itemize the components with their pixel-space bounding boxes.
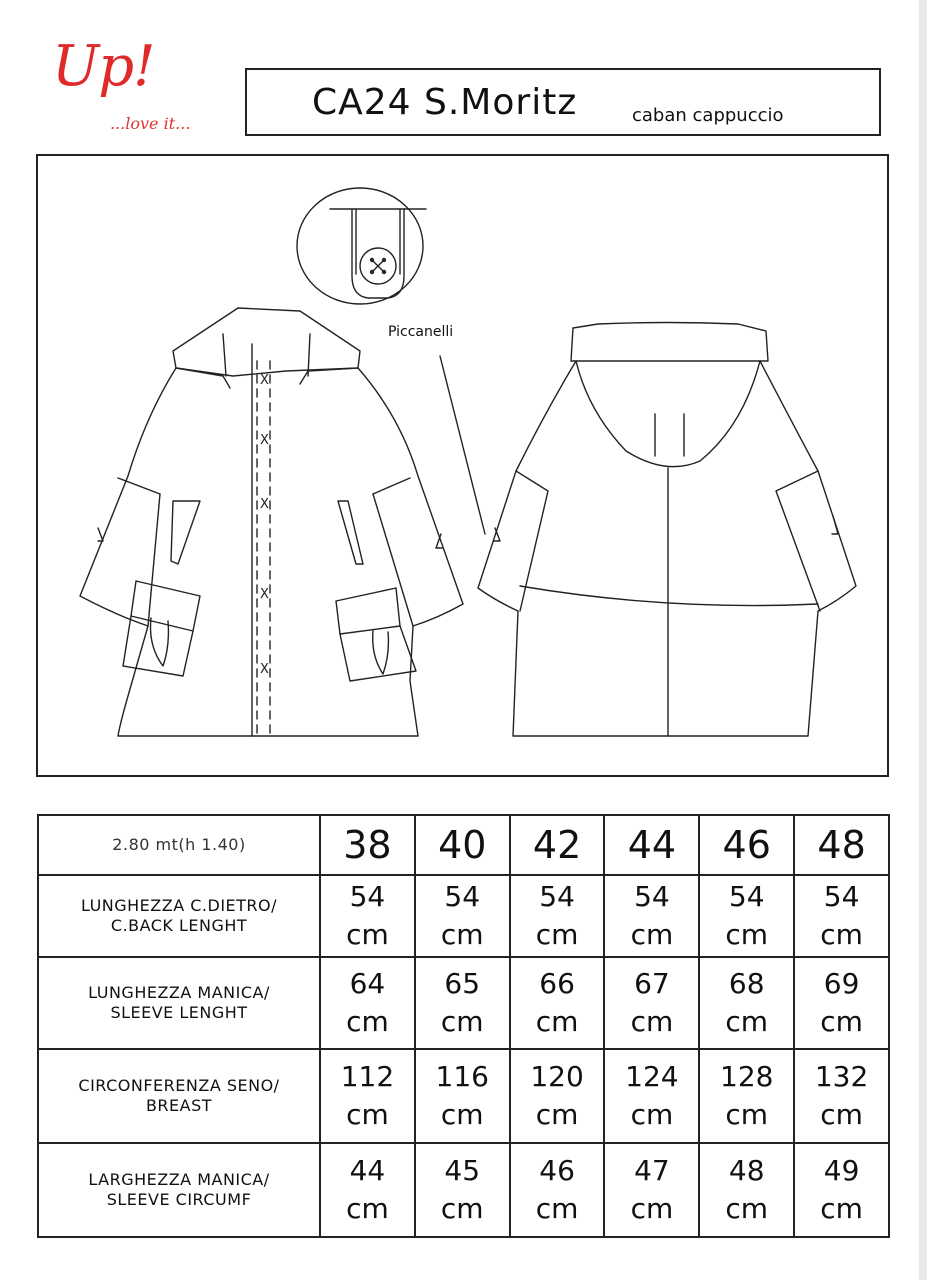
measure-unit: cm [725, 1005, 769, 1038]
measure-unit: cm [440, 1098, 484, 1131]
logo-sub-text: ...love it... [110, 114, 191, 133]
measure-cell [794, 1049, 889, 1143]
measure-unit: cm [630, 918, 674, 951]
coat-sketch [38, 156, 891, 779]
measure-cell [794, 875, 889, 957]
coat-front [80, 308, 463, 736]
measure-value: 49 [823, 1154, 860, 1187]
measure-cell [604, 957, 699, 1049]
measure-cell [320, 875, 415, 957]
row-label-line: SLEEVE LENGHT [110, 1003, 248, 1022]
measure-cell [320, 1049, 415, 1143]
measure-value: 112 [340, 1060, 395, 1093]
size-chart [37, 814, 890, 1238]
measure-cell [699, 875, 794, 957]
measure-value: 116 [435, 1060, 489, 1093]
size-38: 38 [320, 815, 415, 875]
size-46: 46 [699, 815, 794, 875]
hardware-note: Piccanelli [388, 324, 454, 340]
measure-cell [699, 1049, 794, 1143]
measure-value: 64 [349, 967, 386, 1000]
measure-unit: cm [440, 1192, 484, 1225]
measure-value: 69 [823, 967, 860, 1000]
measure-unit: cm [725, 1192, 769, 1225]
measure-cell [604, 1049, 699, 1143]
measure-cell [699, 957, 794, 1049]
measure-value: 65 [444, 967, 481, 1000]
stitch-mark: X [260, 662, 269, 677]
logo-main-text: Up! [52, 34, 155, 99]
measure-value: 66 [539, 967, 575, 1000]
measure-value: 124 [625, 1060, 679, 1093]
technical-drawing [36, 154, 889, 777]
measure-cell [415, 875, 510, 957]
measure-value: 54 [728, 880, 765, 913]
measure-unit: cm [346, 1005, 389, 1038]
measure-value: 48 [728, 1154, 765, 1187]
measure-cell [604, 875, 699, 957]
row-label-line: C.BACK LENGHT [110, 916, 248, 935]
row-label-line: LUNGHEZZA MANICA/ [88, 983, 270, 1002]
row-label-line: BREAST [145, 1096, 213, 1115]
size-42: 42 [510, 815, 605, 875]
measure-unit: cm [820, 1192, 863, 1225]
page-edge [919, 0, 927, 1280]
measure-unit: cm [440, 1005, 484, 1038]
measure-unit: cm [440, 918, 484, 951]
measure-cell [510, 1143, 605, 1237]
measure-value: 54 [823, 880, 860, 913]
measure-value: 120 [530, 1060, 584, 1093]
measure-cell [794, 1143, 889, 1237]
size-40: 40 [415, 815, 510, 875]
measure-value: 54 [634, 880, 670, 913]
measure-cell [510, 875, 605, 957]
table-row [38, 1143, 889, 1237]
measure-value: 132 [814, 1060, 869, 1093]
fabric-requirement: 2.80 mt(h 1.40) [38, 815, 320, 875]
measure-cell [604, 1143, 699, 1237]
measure-value: 44 [349, 1154, 386, 1187]
row-label-line: LARGHEZZA MANICA/ [88, 1170, 270, 1189]
measure-cell [415, 1143, 510, 1237]
size-header-row [38, 815, 889, 875]
measure-unit: cm [630, 1192, 674, 1225]
button-detail [297, 188, 426, 304]
measure-cell [415, 1049, 510, 1143]
table-row [38, 957, 889, 1049]
row-label [38, 1143, 320, 1237]
row-label [38, 957, 320, 1049]
measure-unit: cm [346, 1098, 389, 1131]
stitch-mark: X [260, 497, 269, 512]
measure-unit: cm [820, 1005, 863, 1038]
measure-cell [510, 1049, 605, 1143]
measure-unit: cm [535, 1192, 579, 1225]
row-label-line: SLEEVE CIRCUMF [106, 1190, 252, 1209]
measure-value: 68 [728, 967, 765, 1000]
brand-logo [48, 34, 218, 144]
measure-unit: cm [820, 1098, 863, 1131]
measure-value: 128 [720, 1060, 774, 1093]
measure-unit: cm [535, 1005, 579, 1038]
product-subtitle: caban cappuccio [632, 105, 784, 126]
measure-value: 46 [539, 1154, 575, 1187]
row-label-line: CIRCONFERENZA SENO/ [78, 1076, 280, 1095]
measure-value: 47 [634, 1154, 670, 1187]
measure-unit: cm [630, 1005, 674, 1038]
measure-cell [320, 957, 415, 1049]
table-row [38, 1049, 889, 1143]
product-title: CA24 S.Moritz [312, 82, 578, 123]
leader-line [440, 356, 485, 534]
table-row [38, 875, 889, 957]
measure-unit: cm [346, 918, 389, 951]
row-label-line: LUNGHEZZA C.DIETRO/ [80, 896, 278, 915]
measure-cell [320, 1143, 415, 1237]
size-44: 44 [604, 815, 699, 875]
measure-cell [510, 957, 605, 1049]
measure-unit: cm [346, 1192, 389, 1225]
measure-unit: cm [535, 1098, 579, 1131]
measure-value: 54 [539, 880, 575, 913]
stitch-mark: X [260, 433, 269, 448]
measure-value: 67 [634, 967, 670, 1000]
measure-value: 54 [349, 880, 386, 913]
measure-unit: cm [535, 918, 579, 951]
coat-back [478, 323, 856, 737]
measure-unit: cm [725, 1098, 769, 1131]
title-box [245, 68, 881, 136]
measure-cell [699, 1143, 794, 1237]
measure-unit: cm [630, 1098, 674, 1131]
row-label [38, 1049, 320, 1143]
measure-unit: cm [820, 918, 863, 951]
row-label [38, 875, 320, 957]
size-48: 48 [794, 815, 889, 875]
measure-value: 54 [444, 880, 481, 913]
measure-cell [415, 957, 510, 1049]
measure-unit: cm [725, 918, 769, 951]
measure-cell [794, 957, 889, 1049]
stitch-mark: X [260, 587, 269, 602]
measure-value: 45 [444, 1154, 481, 1187]
stitch-mark: X [260, 373, 269, 388]
